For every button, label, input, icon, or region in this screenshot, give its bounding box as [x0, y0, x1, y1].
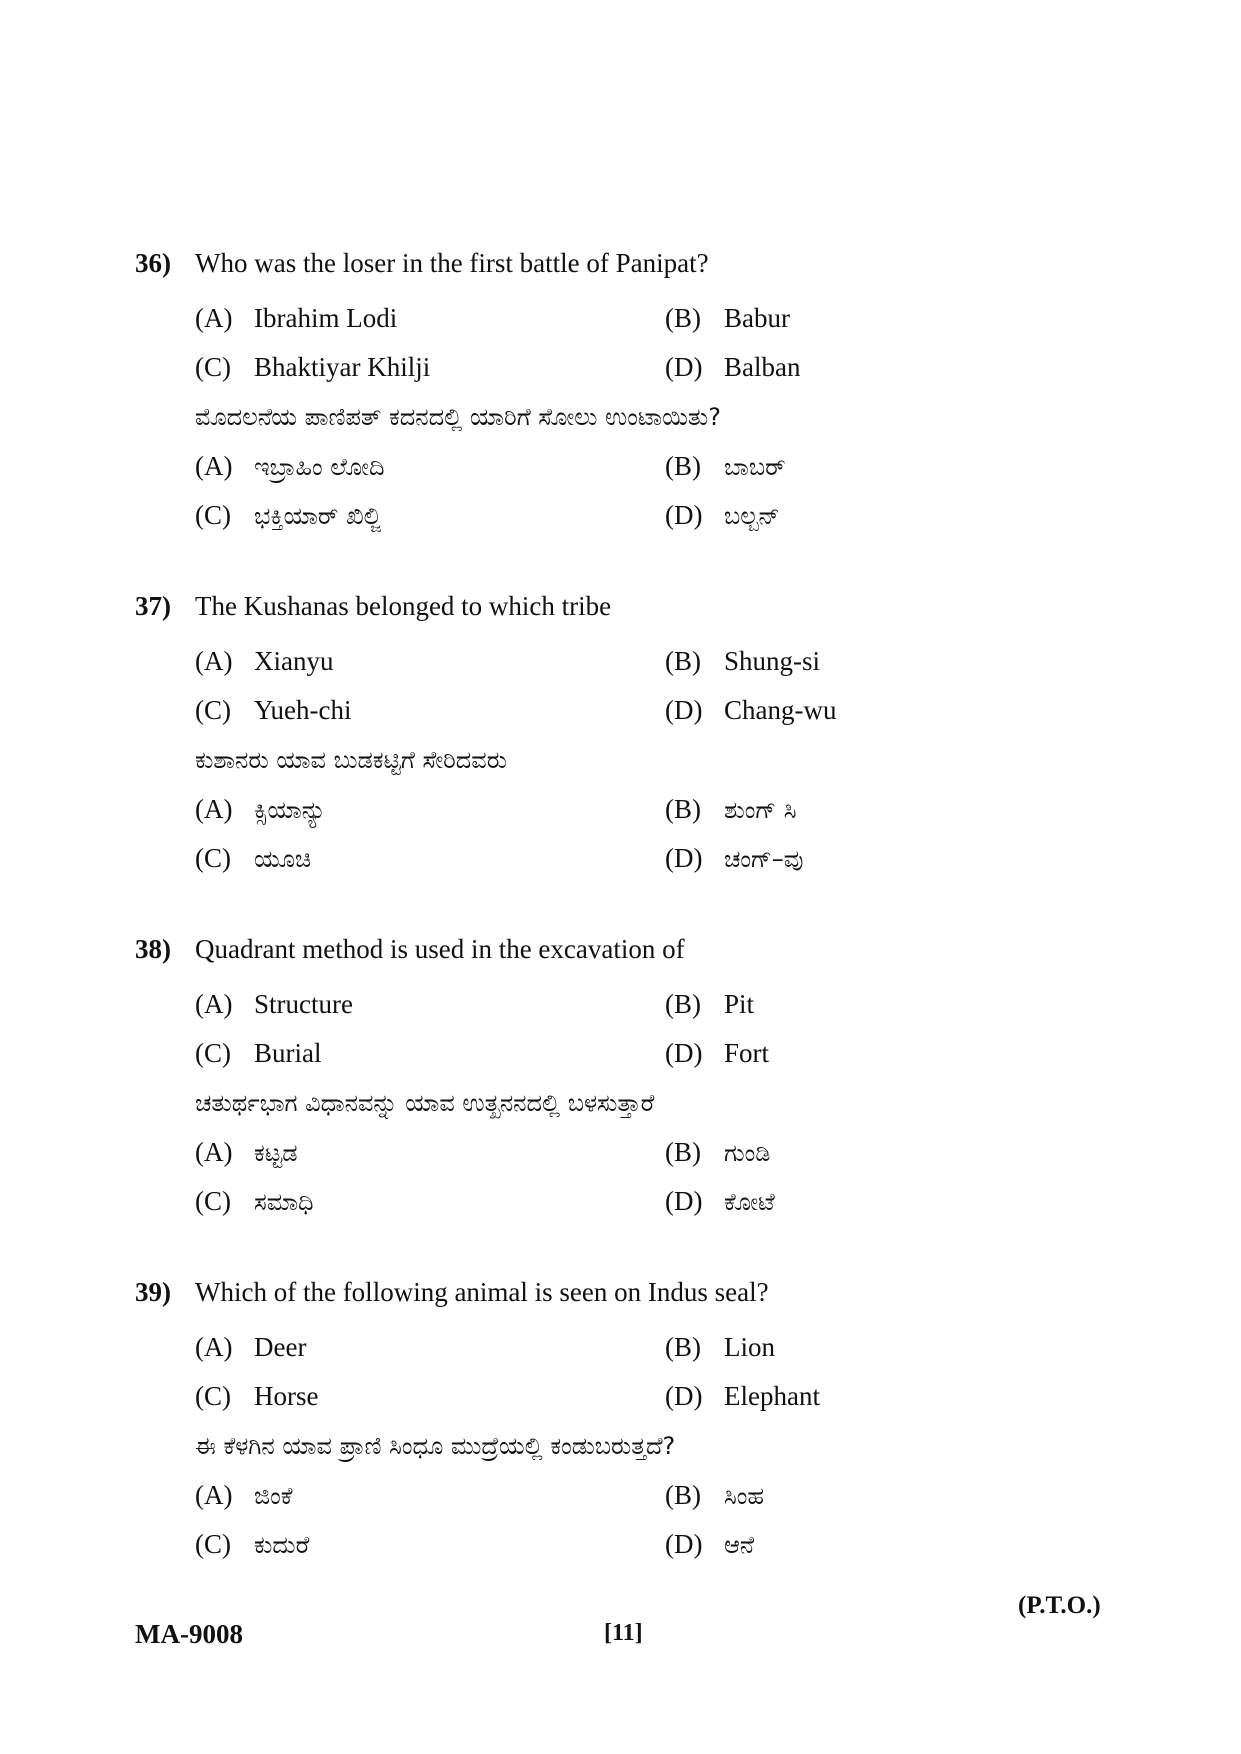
option-value: Bhaktiyar Khilji [254, 352, 431, 382]
option-value: ಇಬ್ರಾಹಿಂ ಲೋದಿ [254, 453, 385, 481]
option-row [195, 1323, 1135, 1372]
option-value: ಶುಂಗ್ ಸಿ [724, 796, 797, 824]
page-number: [11] [604, 1620, 643, 1646]
option-value: Lion [724, 1332, 775, 1362]
question-stem [135, 591, 1135, 637]
kannada-question-text: ಮೊದಲನೆಯ ಪಾಣಿಪತ್ ಕದನದಲ್ಲಿ ಯಾರಿಗೆ ಸೋಲು ಉಂಟಾಯಿತು? [195, 403, 721, 431]
kannada-option-a [195, 794, 665, 825]
question-number: 37) [135, 591, 171, 621]
option-d [665, 1381, 1135, 1412]
option-key: (A) [195, 451, 233, 481]
option-value: ಸಿಂಹ [724, 1482, 765, 1510]
option-value: ಕಟ್ಟಡ [254, 1139, 298, 1167]
question-number: 38) [135, 934, 171, 964]
option-value: ಆನೆ [724, 1531, 755, 1559]
question-number: 39) [135, 1277, 171, 1307]
option-value: Shung-si [724, 646, 821, 676]
option-value: ಕ್ಸಿಯಾನ್ಯು [254, 796, 326, 824]
option-b [665, 303, 1135, 334]
kannada-option-row [195, 1128, 1135, 1177]
option-key: (C) [195, 1529, 231, 1559]
option-value: Chang-wu [724, 695, 837, 725]
option-a [195, 1332, 665, 1363]
option-row [195, 1029, 1135, 1078]
option-value: ಚಂಗ್–ವು [724, 845, 804, 873]
option-row [195, 343, 1135, 392]
option-key: (D) [665, 1038, 703, 1068]
option-value: ಬಾಬರ್ [724, 453, 786, 481]
paper-code: MA-9008 [135, 1619, 243, 1649]
option-value: ಸಮಾಧಿ [254, 1188, 314, 1216]
option-key: (B) [665, 794, 701, 824]
option-key: (B) [665, 451, 701, 481]
option-c [195, 695, 665, 726]
kannada-option-c [195, 1186, 665, 1217]
option-key: (D) [665, 843, 703, 873]
option-value: ಯೂಚಿ [254, 845, 312, 873]
option-key: (C) [195, 352, 231, 382]
option-key: (A) [195, 646, 233, 676]
option-key: (B) [665, 646, 701, 676]
option-key: (A) [195, 989, 233, 1019]
kannada-option-row [195, 785, 1135, 834]
option-value: Balban [724, 352, 801, 382]
kannada-option-d [665, 1529, 1135, 1560]
option-key: (B) [665, 989, 701, 1019]
option-b [665, 989, 1135, 1020]
option-key: (C) [195, 1381, 231, 1411]
option-key: (A) [195, 1332, 233, 1362]
option-key: (D) [665, 352, 703, 382]
kannada-option-c [195, 1529, 665, 1560]
option-key: (A) [195, 303, 233, 333]
option-key: (A) [195, 794, 233, 824]
option-b [665, 1332, 1135, 1363]
kannada-option-a [195, 451, 665, 482]
option-key: (C) [195, 843, 231, 873]
kannada-option-b [665, 451, 1135, 482]
question-39 [135, 1277, 1135, 1569]
option-value: Ibrahim Lodi [254, 303, 398, 333]
option-key: (B) [665, 1137, 701, 1167]
kannada-option-a [195, 1480, 665, 1511]
kannada-option-row [195, 1177, 1135, 1226]
option-key: (C) [195, 500, 231, 530]
option-a [195, 303, 665, 334]
option-key: (B) [665, 1480, 701, 1510]
kannada-option-c [195, 843, 665, 874]
kannada-option-a [195, 1137, 665, 1168]
option-value: Structure [254, 989, 353, 1019]
kannada-option-row [195, 491, 1135, 540]
option-value: ಗುಂಡಿ [724, 1139, 771, 1167]
option-d [665, 695, 1135, 726]
kannada-option-b [665, 794, 1135, 825]
question-number: 36) [135, 248, 171, 278]
kannada-option-d [665, 500, 1135, 531]
question-text: Who was the loser in the first battle of Panipat? [195, 248, 709, 278]
option-key: (A) [195, 1137, 233, 1167]
question-text: Quadrant method is used in the excavation of [195, 934, 685, 964]
option-value: Babur [724, 303, 790, 333]
option-key: (A) [195, 1480, 233, 1510]
option-value: Elephant [724, 1381, 820, 1411]
option-value: Burial [254, 1038, 322, 1068]
option-row [195, 1372, 1135, 1421]
question-text: The Kushanas belonged to which tribe [195, 591, 612, 621]
option-value: ಜಿಂಕೆ [254, 1482, 293, 1510]
question-stem [135, 248, 1135, 294]
option-key: (C) [195, 1186, 231, 1216]
option-key: (D) [665, 695, 703, 725]
option-d [665, 1038, 1135, 1069]
option-value: Xianyu [254, 646, 334, 676]
kannada-option-row [195, 834, 1135, 883]
option-b [665, 646, 1135, 677]
question-36 [135, 248, 1135, 540]
option-value: ಬಲ್ಬನ್ [724, 502, 780, 530]
option-value: Fort [724, 1038, 770, 1068]
kannada-option-row [195, 1471, 1135, 1520]
question-37 [135, 591, 1135, 883]
question-stem [135, 934, 1135, 980]
option-value: ಭಕ್ತಿಯಾರ್ ಖಿಲ್ಜಿ [254, 502, 381, 530]
kannada-question-text: ಈ ಕೆಳಗಿನ ಯಾವ ಪ್ರಾಣಿ ಸಿಂಧೂ ಮುದ್ರೆಯಲ್ಲಿ ಕಂಡುಬರುತ್ತದೆ? [195, 1432, 676, 1460]
kannada-option-b [665, 1480, 1135, 1511]
option-value: Yueh-chi [254, 695, 352, 725]
question-38 [135, 934, 1135, 1226]
question-text: Which of the following animal is seen on Indus seal? [195, 1277, 769, 1307]
option-a [195, 646, 665, 677]
option-c [195, 352, 665, 383]
option-row [195, 980, 1135, 1029]
option-d [665, 352, 1135, 383]
option-key: (D) [665, 1381, 703, 1411]
option-value: ಕೋಟೆ [724, 1188, 775, 1216]
option-key: (B) [665, 1332, 701, 1362]
option-row [195, 686, 1135, 735]
kannada-question-text: ಚತುರ್ಥಭಾಗ ವಿಧಾನವನ್ನು ಯಾವ ಉತ್ಖನನದಲ್ಲಿ ಬಳಸುತ್ತಾರೆ [195, 1089, 655, 1117]
option-key: (D) [665, 1529, 703, 1559]
option-c [195, 1381, 665, 1412]
kannada-option-d [665, 1186, 1135, 1217]
option-value: Deer [254, 1332, 307, 1362]
kannada-question-text: ಕುಶಾನರು ಯಾವ ಬುಡಕಟ್ಟಿಗೆ ಸೇರಿದವರು [195, 746, 508, 774]
option-a [195, 989, 665, 1020]
option-value: Horse [254, 1381, 319, 1411]
kannada-option-c [195, 500, 665, 531]
option-key: (D) [665, 500, 703, 530]
option-row [195, 637, 1135, 686]
option-row [195, 294, 1135, 343]
kannada-option-d [665, 843, 1135, 874]
question-stem [135, 1277, 1135, 1323]
option-key: (C) [195, 1038, 231, 1068]
option-c [195, 1038, 665, 1069]
option-value: Pit [724, 989, 755, 1019]
option-value: ಕುದುರೆ [254, 1531, 310, 1559]
kannada-option-row [195, 1520, 1135, 1569]
option-key: (C) [195, 695, 231, 725]
option-key: (B) [665, 303, 701, 333]
option-key: (D) [665, 1186, 703, 1216]
kannada-option-b [665, 1137, 1135, 1168]
pto-label: (P.T.O.) [1018, 1592, 1101, 1619]
kannada-option-row [195, 442, 1135, 491]
